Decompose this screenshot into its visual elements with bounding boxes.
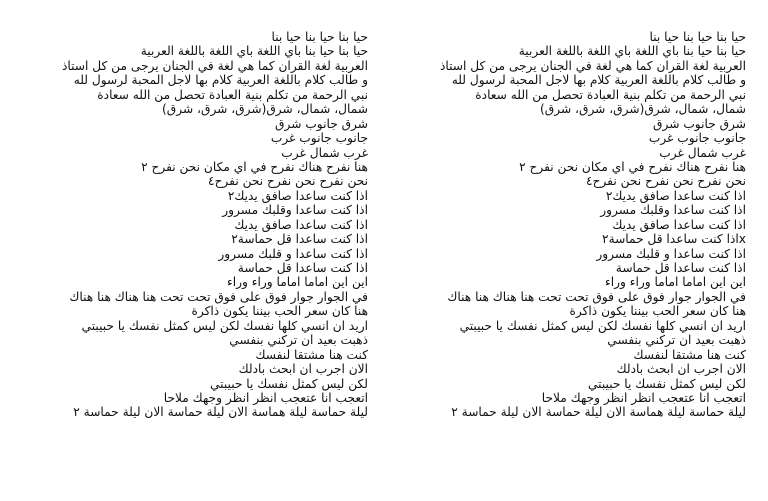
text-line: نبي الرحمة من تكلم بنية العبادة تحصل من الله سعادة xyxy=(475,87,746,102)
text-line: العربية لغة القران كما هي لغة في الجنان يرجى من كل استاذ xyxy=(439,58,746,73)
text-line: اتعجب انا عتعجب انظر انظر وجهك ملاحا xyxy=(541,390,746,405)
text-line: ليلة حماسة ليلة هماسة الان ليلة حماسة الان ليلة حماسة ٢ xyxy=(73,405,368,420)
text-line: اذا كنت ساعدا صافق يديك٢ xyxy=(227,188,368,203)
text-line: اين اين اماما اماما وراء وراء xyxy=(605,275,746,290)
text-line: حيا بنا حيا بنا باي اللغة باي اللغة باللغة العربية xyxy=(518,44,746,59)
text-line: هنا نفرح هناك نفرح في اي مكان نحن نفرح ٢ xyxy=(519,159,746,174)
text-line: نحن نفرح نحن نفرح نحن نفرح٤ xyxy=(586,174,746,189)
text-line: حيا بنا حيا بنا حيا بنا xyxy=(271,30,368,44)
text-line: شرق جانوب شرق xyxy=(653,116,746,131)
text-line: ذهبت بعيد ان تركني بنفسي xyxy=(607,333,746,348)
text-line: اتعجب انا عتعجب انظر انظر وجهك ملاحا xyxy=(163,390,368,405)
text-line: هنا كان سعر الحب بيننا يكون ذاكرة xyxy=(569,304,746,319)
text-line: اذا كنت ساعدا و قلبك مسرور xyxy=(596,246,746,261)
text-line: شمال، شمال، شرق(شرق، شرق، شرق) xyxy=(540,102,746,117)
text-line: اذا كنت ساعدا قل حماسة xyxy=(615,261,746,275)
text-line: كنت هنا مشتقا لنفسك xyxy=(255,347,368,362)
text-line: حيا بنا حيا بنا حيا بنا xyxy=(649,30,746,44)
text-line: حيا بنا حيا بنا باي اللغة باي اللغة باللغة العربية xyxy=(140,44,368,59)
text-line: شرق جانوب شرق xyxy=(275,116,368,131)
text-column-right xyxy=(391,30,746,420)
text-line: اين اين اماما اماما وراء وراء xyxy=(227,275,368,290)
text-line: في الجوار جوار فوق على فوق تحت تحت هنا هناك هنا هناك xyxy=(69,289,368,304)
text-line: اذا كنت ساعدا صافق يديك xyxy=(612,217,746,232)
text-line: و طالب كلام باللغة العربية كلام بها لاجل المحبة لرسول لله xyxy=(73,73,368,88)
text-line: اذا كنت ساعدا وقلبك مسرور xyxy=(600,203,746,218)
text-line: اذا كنت ساعدا قل حماسة xyxy=(237,261,368,275)
text-line: نحن نفرح نحن نفرح نحن نفرح٤ xyxy=(208,174,368,189)
text-line: اذا كنت ساعدا قل حماسة٢ xyxy=(231,232,368,247)
text-line: اذا كنت ساعدا و قلبك مسرور xyxy=(218,246,368,261)
text-line: شمال، شمال، شرق(شرق، شرق، شرق) xyxy=(162,102,368,117)
text-line: ذهبت بعيد ان تركني بنفسي xyxy=(229,333,368,348)
text-line: xاذا كنت ساعدا قل حماسة٢ xyxy=(602,232,746,247)
text-line: الان اجرب ان ابحث بادلك xyxy=(616,362,746,377)
text-line: العربية لغة القران كما هي لغة في الجنان يرجى من كل استاذ xyxy=(61,58,368,73)
text-line: لكن ليس كمثل نفسك يا حبيبتي xyxy=(210,376,368,391)
text-column-left xyxy=(18,30,368,420)
text-line: الان اجرب ان ابحث بادلك xyxy=(238,362,368,377)
text-line: غرب شمال غرب xyxy=(281,145,368,160)
text-line: في الجوار جوار فوق على فوق تحت تحت هنا هناك هنا هناك xyxy=(447,289,746,304)
text-line: ليلة حماسة ليلة هماسة الان ليلة حماسة الان ليلة حماسة ٢ xyxy=(451,405,746,420)
text-line: نبي الرحمة من تكلم بنية العبادة تحصل من الله سعادة xyxy=(97,87,368,102)
text-line: هنا نفرح هناك نفرح في اي مكان نحن نفرح ٢ xyxy=(141,159,368,174)
text-line: جانوب جانوب غرب xyxy=(648,131,746,146)
text-line: جانوب جانوب غرب xyxy=(270,131,368,146)
text-line: اريد ان انسي كلها نفسك لكن ليس كمثل نفسك يا حبيبتي xyxy=(81,318,368,333)
text-line: كنت هنا مشتقا لنفسك xyxy=(633,347,746,362)
text-line: غرب شمال غرب xyxy=(659,145,746,160)
text-line: و طالب كلام باللغة العربية كلام بها لاجل المحبة لرسول لله xyxy=(451,73,746,88)
text-line: اريد ان انسي كلها نفسك لكن ليس كمثل نفسك يا حبيبتي xyxy=(459,318,746,333)
text-line: اذا كنت ساعدا صافق يديك xyxy=(234,217,368,232)
text-line: هنا كان سعر الحب بيننا يكون ذاكرة xyxy=(191,304,368,319)
text-line: اذا كنت ساعدا وقلبك مسرور xyxy=(222,203,368,218)
text-line: لكن ليس كمثل نفسك يا حبيبتي xyxy=(588,376,746,391)
text-line: اذا كنت ساعدا صافق يديك٢ xyxy=(605,188,746,203)
